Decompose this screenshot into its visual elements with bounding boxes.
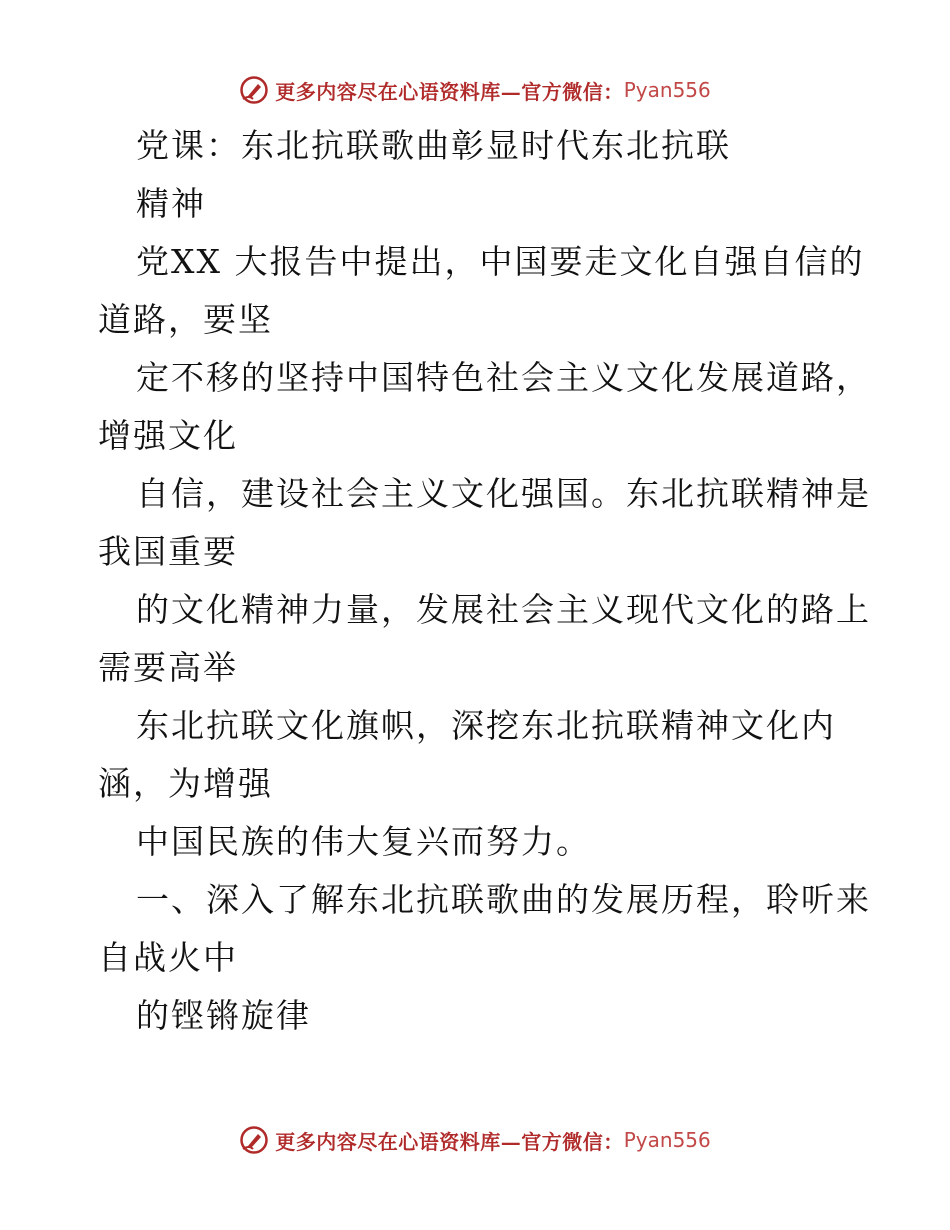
footer-banner: [0, 1120, 950, 1160]
pen-nib-circle-icon: [239, 75, 269, 105]
paragraph-line: 定不移的坚持中国特色社会主义文化发展道路，: [136, 358, 871, 397]
doc-title-line-2: 精神: [136, 184, 206, 223]
section-heading-line: 的铿锵旋律: [136, 996, 311, 1035]
paragraph-line: 需要高举: [98, 648, 238, 687]
wechat-id: Pyan556: [623, 1128, 711, 1152]
paragraph-line: 增强文化: [98, 416, 238, 455]
paragraph-line: 涵，为增强: [98, 764, 273, 803]
banner-text: 更多内容尽在心语资料库—官方微信：: [275, 1129, 624, 1154]
paragraph-line: 我国重要: [98, 532, 238, 571]
banner-text: 更多内容尽在心语资料库—官方微信：: [275, 79, 624, 104]
section-heading-line: 自战火中: [98, 938, 238, 977]
doc-title-line-1: 党课：东北抗联歌曲彰显时代东北抗联: [136, 126, 731, 165]
header-banner: [0, 70, 950, 110]
paragraph-line: 自信，建设社会主义文化强国。东北抗联精神是: [136, 474, 871, 513]
wechat-id: Pyan556: [623, 78, 711, 102]
paragraph-line: 东北抗联文化旗帜，深挖东北抗联精神文化内: [136, 706, 836, 745]
section-heading-line: 一、深入了解东北抗联歌曲的发展历程，聆听来: [136, 880, 871, 919]
pen-nib-circle-icon: [239, 1125, 269, 1155]
paragraph-line: 的文化精神力量，发展社会主义现代文化的路上: [136, 590, 871, 629]
paragraph-line: 党XX 大报告中提出，中国要走文化自强自信的: [136, 242, 865, 281]
paragraph-line: 中国民族的伟大复兴而努力。: [136, 822, 591, 861]
paragraph-line: 道路，要坚: [98, 300, 273, 339]
